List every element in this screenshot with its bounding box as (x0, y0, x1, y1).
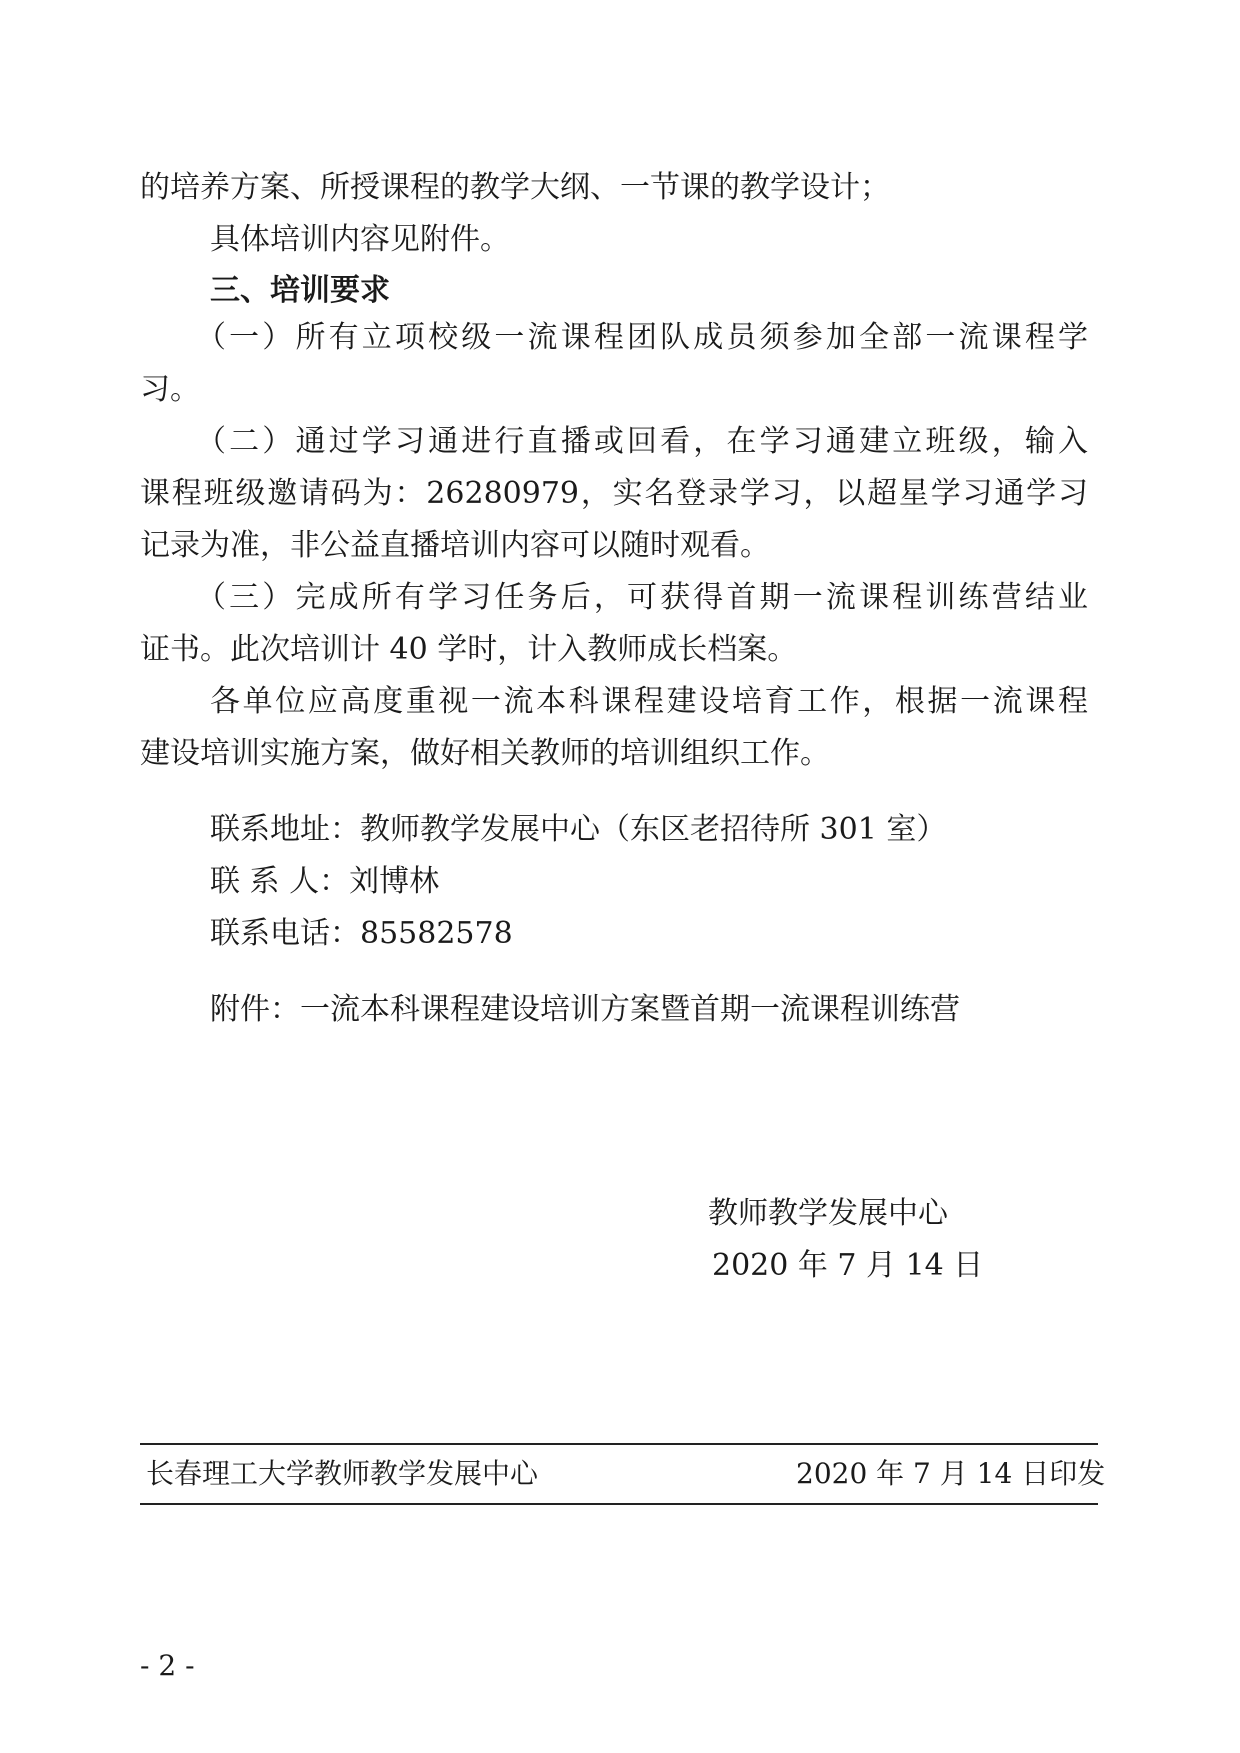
requirement-item-2-cont: 课程班级邀请码为：26280979，实名登录学习，以超星学习通学习 (140, 476, 1088, 511)
closing-paragraph-cont: 建设培训实施方案，做好相关教师的培训组织工作。 (140, 736, 830, 771)
signature-date: 2020 年 7 月 14 日 (712, 1248, 984, 1283)
requirement-item-2-cont: 记录为准，非公益直播培训内容可以随时观看。 (140, 528, 770, 563)
footer-issue-date: 2020 年 7 月 14 日印发 (796, 1457, 1106, 1490)
footer-bottom-rule (140, 1503, 1098, 1505)
requirement-item-3: （三）完成所有学习任务后，可获得首期一流课程训练营结业 (196, 580, 1088, 615)
contact-phone: 联系电话：85582578 (210, 916, 513, 951)
signature-org: 教师教学发展中心 (708, 1196, 948, 1231)
footer-top-rule (140, 1443, 1098, 1445)
attachment-line: 附件：一流本科课程建设培训方案暨首期一流课程训练营 (210, 992, 960, 1027)
contact-person: 联 系 人：刘博林 (210, 864, 440, 899)
contact-address: 联系地址：教师教学发展中心（东区老招待所 301 室） (210, 812, 947, 847)
requirement-item-1-cont: 习。 (140, 372, 200, 407)
closing-paragraph: 各单位应高度重视一流本科课程建设培育工作，根据一流课程 (210, 684, 1088, 719)
page-number: - 2 - (140, 1649, 195, 1682)
footer-issuer: 长春理工大学教师教学发展中心 (146, 1457, 539, 1490)
requirement-item-1: （一）所有立项校级一流课程团队成员须参加全部一流课程学 (196, 320, 1088, 355)
requirement-item-3-cont: 证书。此次培训计 40 学时，计入教师成长档案。 (140, 632, 798, 667)
section-heading: 三、培训要求 (210, 273, 390, 308)
paragraph-line: 的培养方案、所授课程的教学大纲、一节课的教学设计； (140, 170, 890, 205)
attachment-note: 具体培训内容见附件。 (210, 222, 510, 257)
requirement-item-2: （二）通过学习通进行直播或回看，在学习通建立班级，输入 (196, 424, 1088, 459)
